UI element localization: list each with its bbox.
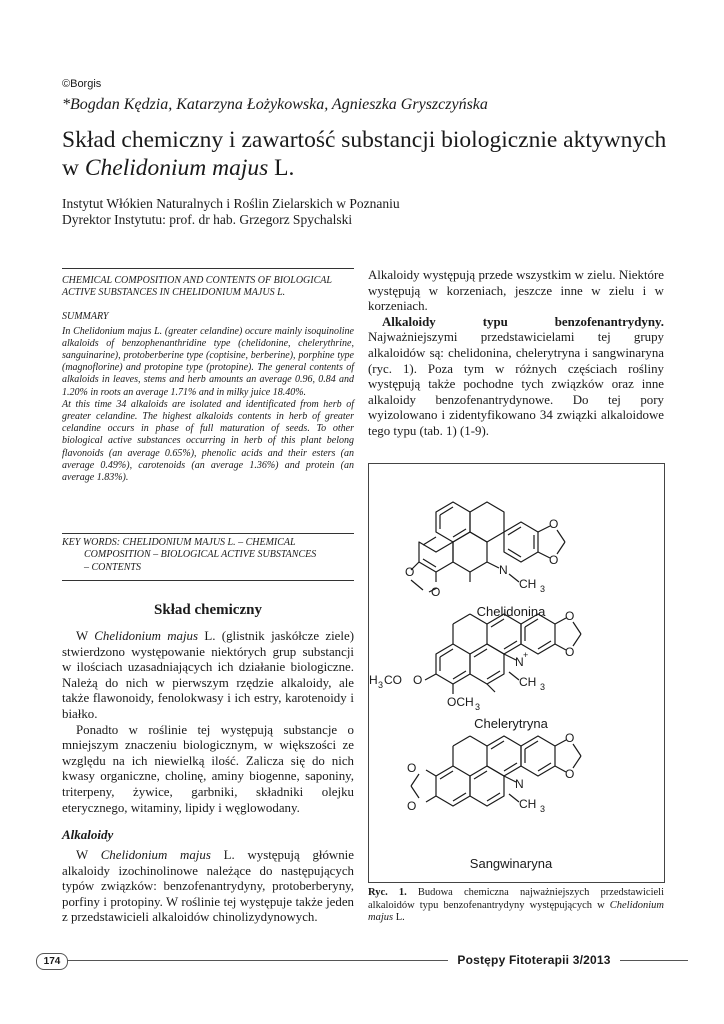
article-authors: *Bogdan Kędzia, Katarzyna Łożykowska, Agnieszka Gryszczyńska bbox=[62, 96, 488, 113]
atom-ch: CH bbox=[519, 675, 537, 689]
chelidonine-structure bbox=[411, 502, 565, 592]
atom-n: N bbox=[515, 655, 524, 669]
subheading-alkaloids: Alkaloidy bbox=[62, 827, 114, 842]
copyright-notice: ©Borgis bbox=[62, 78, 102, 90]
atom-o: O bbox=[413, 673, 423, 687]
atom-n: N bbox=[515, 777, 524, 791]
journal-name: Postępy Fitoterapii 3/2013 bbox=[448, 952, 620, 968]
english-summary bbox=[62, 268, 354, 484]
atom-ch: CH bbox=[519, 797, 537, 811]
summary-paragraph-1: In Chelidonium majus L. (greater celandine) occure mainly isoquinoline alkaloids of benzophenanthridine type (chelidonine, chelerythrine, sanguinarine), protoberberine type (coptisine, berberine), porphine type (magnoflorine) and protopine type (protopine). The general contents of alkaloids in leaves, stems and herb amounts an average 0.96, 0.84 and 1.20% in roots an average 1.71% and in milky juice 18.40%. bbox=[62, 325, 354, 398]
column1-text-bottom bbox=[62, 848, 354, 926]
atom-n: N bbox=[499, 563, 508, 577]
title-species: Chelidonium majus bbox=[84, 155, 269, 181]
atom-o: O bbox=[549, 517, 559, 531]
compound-label-sanguinarine: Sangwinaryna bbox=[469, 856, 553, 871]
atom-o: O bbox=[565, 609, 575, 623]
compound-label-chelerythrine: Chelerytryna bbox=[474, 716, 548, 731]
paragraph-minor-substances: Ponadto w roślinie tej występują substancje o mniejszym znaczeniu biologicznym, w większości ze względu na ich niewielką ilość. Zalicza się do nich kwasy organiczne, cholinę, aminy biogenne, saponiny, triterpeny, żywice, garbniki, składniki olejku eterycznego, witaminy, lipidy i węglowodany. bbox=[62, 722, 354, 815]
paragraph-occurrence: Alkaloidy występują przede wszystkim w zielu. Niektóre występują w korzeniach, jeszcze inne w zielu i w korzeniach. bbox=[368, 268, 664, 314]
english-title: CHEMICAL COMPOSITION AND CONTENTS OF BIOLOGICAL ACTIVE SUBSTANCES IN CHELIDONIUM MAJUS L. bbox=[62, 275, 332, 299]
section-heading: Skład chemiczny bbox=[154, 602, 262, 618]
atom-charge: + bbox=[523, 650, 529, 660]
institute-block bbox=[62, 196, 400, 228]
paragraph-alkaloids: W Chelidonium majus L. występują głównie alkaloidy izochinolinowe należące do następujących typów związków: benzofenantrydyny, protoberberyny, porfiny i protopiny. W roślinie tej występuje także jeden z przedstawicieli alkaloidów chinolizydynowych. bbox=[62, 848, 354, 925]
caption-species: Chelidonium majus bbox=[368, 899, 664, 924]
atom-co: CO bbox=[384, 673, 402, 687]
atom-subscript: 3 bbox=[475, 702, 481, 712]
atom-h: H bbox=[369, 673, 378, 687]
atom-ch: CH bbox=[519, 577, 537, 591]
paragraph-intro: W Chelidonium majus L. (glistnik jaskółcze ziele) stwierdzono występowanie niektórych grup substancji w ilościach uzasadniających ich działanie biologiczne. Należą do nich w pierwszym rzędzie alkaloidy, ale także flawonoidy, fenolokwasy i ich estry, karotenoidy i białko. bbox=[62, 629, 354, 721]
chemical-structures-figure bbox=[369, 464, 664, 882]
key-words bbox=[62, 533, 354, 581]
compound-label-chelidonine: Chelidonina bbox=[476, 604, 546, 619]
atom-subscript: 3 bbox=[540, 804, 546, 814]
title-text-1: Skład chemiczny i zawartość substancji biologicznie aktywnych w bbox=[62, 127, 667, 181]
atom-o: O bbox=[565, 731, 575, 745]
paragraph-benzophenanthridine: Alkaloidy typu benzofenantrydyny. Najważniejszymi przedstawicielami tej grupy alkaloidów są: chelidonina, chelerytryna i sangwinaryna (ryc. 1). Poza tym w różnych częściach rośliny występują także pochodne tych związków oraz inne alkaloidy benzofenantrydynowe. Do tej pory wyizolowano i zidentyfikowano 34 związki alkaloidowe tego typu (tab. 1) (1-9). bbox=[368, 314, 664, 438]
atom-och: OCH bbox=[447, 695, 474, 709]
figure-box bbox=[368, 463, 665, 883]
sanguinarine-structure bbox=[411, 736, 581, 806]
summary-label: SUMMARY bbox=[62, 311, 109, 323]
atom-subscript: 3 bbox=[540, 584, 546, 594]
page-number: 174 bbox=[36, 953, 68, 970]
atom-o: O bbox=[407, 761, 417, 775]
species-name: Chelidonium majus bbox=[100, 848, 211, 862]
atom-o: O bbox=[405, 565, 415, 579]
atom-o: O bbox=[407, 799, 417, 813]
column2-text bbox=[368, 268, 664, 440]
atom-subscript: 3 bbox=[540, 682, 546, 692]
key-words-line-3: – CONTENTS bbox=[84, 561, 141, 573]
species-name: Chelidonium majus bbox=[94, 629, 199, 643]
institute-name: Instytut Włókien Naturalnych i Roślin Zielarskich w Poznaniu bbox=[62, 196, 400, 211]
caption-label: Ryc. 1. bbox=[368, 887, 407, 898]
summary-paragraph-2: At this time 34 alkaloids are isolated and identificated from herb of greater celandine. The highest alkaloids contents in herb of greater celandine occurs in phase of full maturation of seeds. To other biological active substances occurring in herb of this plant belong flavonoids (an average 0.65%), phenolic acids and their esters (an average 0.49%), carotenoids (an average 1.36%) and protein (an average 1.83%). bbox=[62, 398, 354, 484]
atom-subscript: 3 bbox=[378, 680, 384, 690]
bold-lead: Alkaloidy typu benzofenantrydyny. bbox=[382, 314, 664, 329]
atom-o: O bbox=[549, 553, 559, 567]
atom-o: O bbox=[565, 767, 575, 781]
article-title bbox=[62, 126, 682, 182]
institute-director: Dyrektor Instytutu: prof. dr hab. Grzegorz Spychalski bbox=[62, 212, 353, 227]
title-text-2: L. bbox=[268, 155, 295, 181]
atom-o: O bbox=[565, 645, 575, 659]
atom-o: O bbox=[431, 585, 441, 599]
key-words-line-1: KEY WORDS: CHELIDONIUM MAJUS L. – CHEMICAL bbox=[62, 537, 296, 548]
column1-text-top bbox=[62, 629, 354, 816]
figure-caption: Ryc. 1. Budowa chemiczna najważniejszych przedstawicieli alkaloidów typu benzofenantrydyny występujących w Chelidonium majus L. bbox=[368, 887, 664, 924]
key-words-line-2: COMPOSITION – BIOLOGICAL ACTIVE SUBSTANCES bbox=[84, 549, 317, 561]
chelerythrine-structure bbox=[425, 614, 581, 694]
